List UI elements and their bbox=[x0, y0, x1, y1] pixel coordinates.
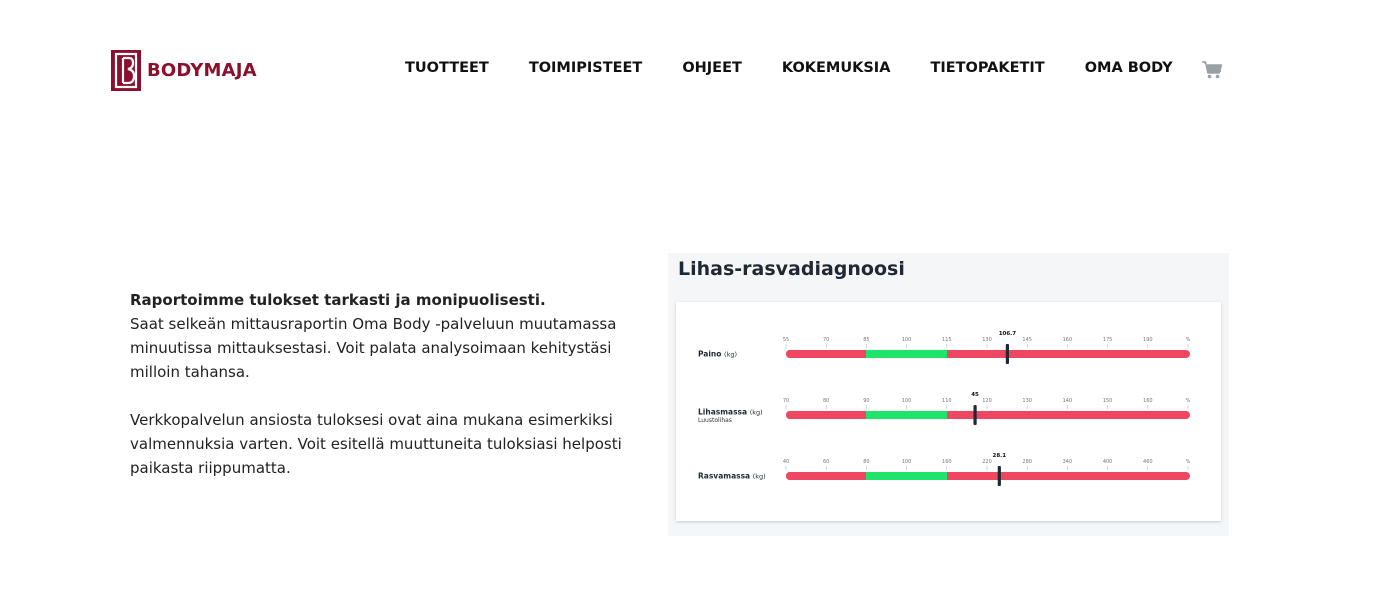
value-marker bbox=[1006, 344, 1009, 364]
intro-lead: Raportoimme tulokset tarkasti ja monipuolisesti. bbox=[130, 291, 546, 309]
tick-label: 160 bbox=[1062, 337, 1073, 343]
bar-normal bbox=[866, 472, 947, 480]
report-preview-image bbox=[668, 253, 1229, 536]
tick-label: 70 bbox=[782, 398, 790, 404]
bar-low bbox=[786, 411, 870, 419]
tick-label: 40 bbox=[782, 459, 790, 465]
tick-label: 280 bbox=[1022, 459, 1032, 465]
bar-normal bbox=[866, 411, 947, 419]
row-label: Paino (kg) bbox=[698, 349, 737, 359]
tick-label: 80 bbox=[823, 398, 830, 404]
tick-label: % bbox=[1185, 459, 1191, 465]
value-marker bbox=[973, 405, 976, 425]
tick-label: 100 bbox=[901, 459, 912, 465]
row-sublabel: Luustolihas bbox=[698, 417, 732, 424]
brand-logo[interactable] bbox=[111, 50, 257, 91]
tick-label: 130 bbox=[982, 337, 992, 343]
report-bars bbox=[676, 302, 1221, 521]
value-marker bbox=[998, 466, 1001, 486]
intro-paragraph-2: Verkkopalvelun ansiosta tuloksesi ovat aina mukana esimerkiksi valmennuksia varten. Voit esitellä muuttuneita tuloksiasi helposti paikasta riippumatta. bbox=[130, 411, 622, 477]
tick-label: 175 bbox=[1102, 337, 1113, 343]
brand-name: BODYMAJA bbox=[147, 60, 257, 81]
value-label: 28.1 bbox=[992, 453, 1007, 459]
nav-item-oma-body[interactable]: OMA BODY bbox=[1084, 60, 1173, 76]
tick-label: 130 bbox=[1022, 398, 1032, 404]
tick-label: 400 bbox=[1102, 459, 1113, 465]
nav-item-tietopaketit[interactable]: TIETOPAKETIT bbox=[930, 60, 1045, 76]
tick-label: 120 bbox=[982, 398, 992, 404]
tick-label: 80 bbox=[863, 459, 870, 465]
report-title: Lihas-rasvadiagnoosi bbox=[678, 258, 905, 280]
tick-label: 190 bbox=[1143, 337, 1153, 343]
tick-label: 160 bbox=[1143, 398, 1153, 404]
value-label: 106.7 bbox=[998, 331, 1017, 337]
tick-label: 460 bbox=[1143, 459, 1153, 465]
tick-label: 100 bbox=[901, 337, 912, 343]
tick-label: 60 bbox=[823, 459, 830, 465]
value-label: 45 bbox=[971, 392, 979, 398]
tick-label: 100 bbox=[901, 398, 912, 404]
row-label: Rasvamassa (kg) bbox=[698, 471, 766, 481]
bar-low bbox=[786, 350, 870, 358]
intro-paragraph-1 bbox=[130, 288, 660, 384]
main-nav bbox=[405, 60, 1173, 76]
tick-label: 90 bbox=[863, 398, 870, 404]
bar-low bbox=[786, 472, 870, 480]
tick-label: 220 bbox=[982, 459, 992, 465]
nav-item-kokemuksia[interactable]: KOKEMUKSIA bbox=[781, 60, 891, 76]
nav-item-tuotteet[interactable]: TUOTTEET bbox=[405, 60, 489, 76]
bar-normal bbox=[866, 350, 947, 358]
logo-mark-icon bbox=[111, 50, 141, 91]
report-card bbox=[676, 302, 1221, 521]
tick-label: % bbox=[1185, 398, 1191, 404]
tick-label: 70 bbox=[823, 337, 830, 343]
row-label: Lihasmassa (kg) bbox=[698, 407, 763, 417]
tick-label: 85 bbox=[863, 337, 870, 343]
nav-item-toimipisteet[interactable]: TOIMIPISTEET bbox=[528, 60, 643, 76]
intro-text bbox=[130, 288, 660, 480]
nav-item-ohjeet[interactable]: OHJEET bbox=[682, 60, 742, 76]
tick-label: 160 bbox=[942, 459, 952, 465]
tick-label: % bbox=[1185, 337, 1191, 343]
intro-body-1: Saat selkeän mittausraportin Oma Body -palveluun muutamassa minuutissa mittauksestasi. Voit palata analysoimaan kehitystäsi milloin tahansa. bbox=[130, 315, 617, 381]
tick-label: 340 bbox=[1062, 459, 1073, 465]
tick-label: 150 bbox=[1102, 398, 1113, 404]
tick-label: 145 bbox=[1022, 337, 1032, 343]
tick-label: 140 bbox=[1062, 398, 1073, 404]
tick-label: 55 bbox=[782, 337, 790, 343]
cart-icon[interactable] bbox=[1201, 60, 1223, 80]
tick-label: 115 bbox=[942, 337, 952, 343]
tick-label: 110 bbox=[942, 398, 952, 404]
